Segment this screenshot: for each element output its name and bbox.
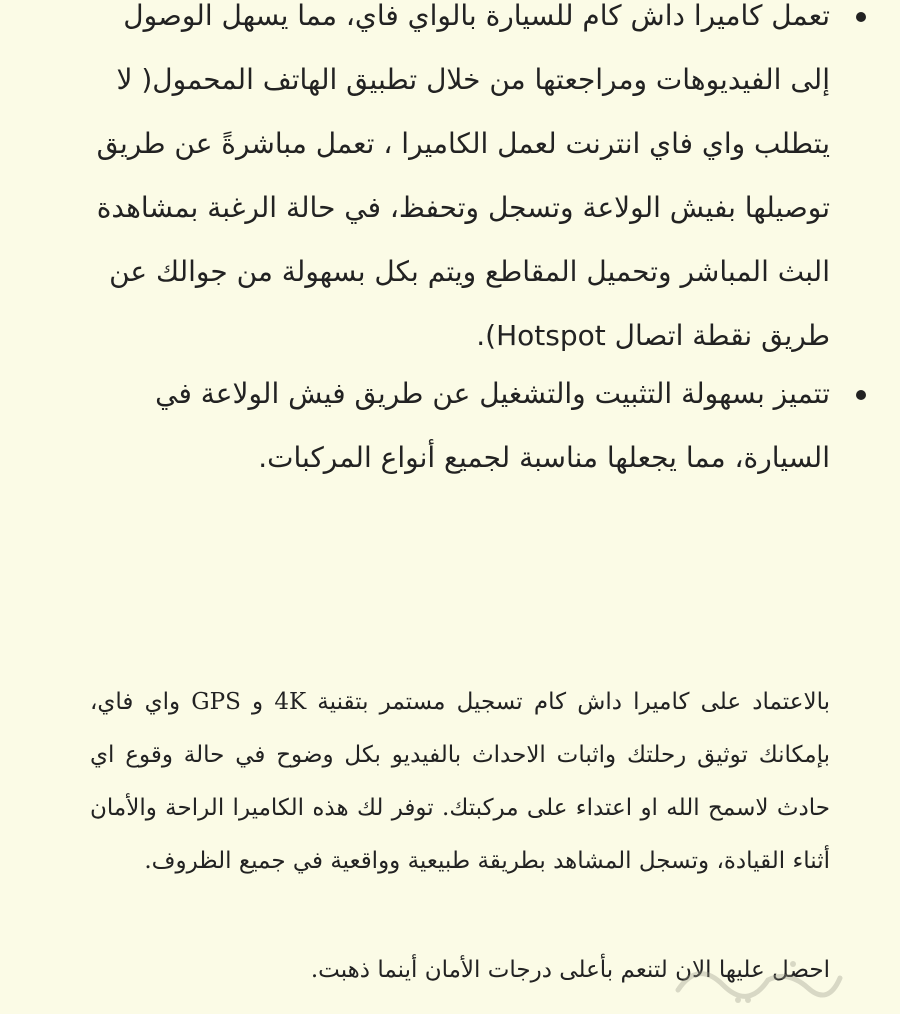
feature-item-text: تتميز بسهولة التثبيت والتشغيل عن طريق فيش الولاعة في السيارة، مما يجعلها مناسبة لجميع أنواع المركبات. <box>155 377 830 474</box>
bullet-dot-icon <box>856 390 866 400</box>
bullet-dot-icon <box>856 12 866 22</box>
description-content <box>90 0 830 506</box>
feature-list <box>90 0 830 490</box>
feature-item-install <box>90 362 830 490</box>
description-paragraph: بالاعتماد على كاميرا داش كام تسجيل مستمر بتقنية 4K و GPS واي فاي، بإمكانك توثيق رحلتك واثبات الاحداث بالفيديو بكل وضوح في حالة وقوع اي حادث لاسمح الله او اعتداء على مركبتك. توفر لك هذه الكاميرا الراحة والأمان أثناء القيادة، وتسجل المشاهد بطريقة طبيعية وواقعية في جميع الظروف. <box>90 689 830 874</box>
feature-item-wifi <box>90 0 830 368</box>
call-to-action-text: احصل عليها الان لتنعم بأعلى درجات الأمان أينما ذهبت. <box>310 957 830 983</box>
feature-item-text: تعمل كاميرا داش كام للسيارة بالواي فاي، مما يسهل الوصول إلى الفيديوهات ومراجعتها من خلال تطبيق الهاتف المحمول( لا يتطلب واي فاي انترنت لعمل الكاميرا ، تعمل مباشرةً عن طريق توصيلها بفيش الولاعة وتسجل وتحفظ، في حالة الرغبة بمشاهدة البث المباشر وتحميل المقاطع ويتم بكل بسهولة من جوالك عن طريق نقطة اتصال Hotspot). <box>96 0 830 352</box>
